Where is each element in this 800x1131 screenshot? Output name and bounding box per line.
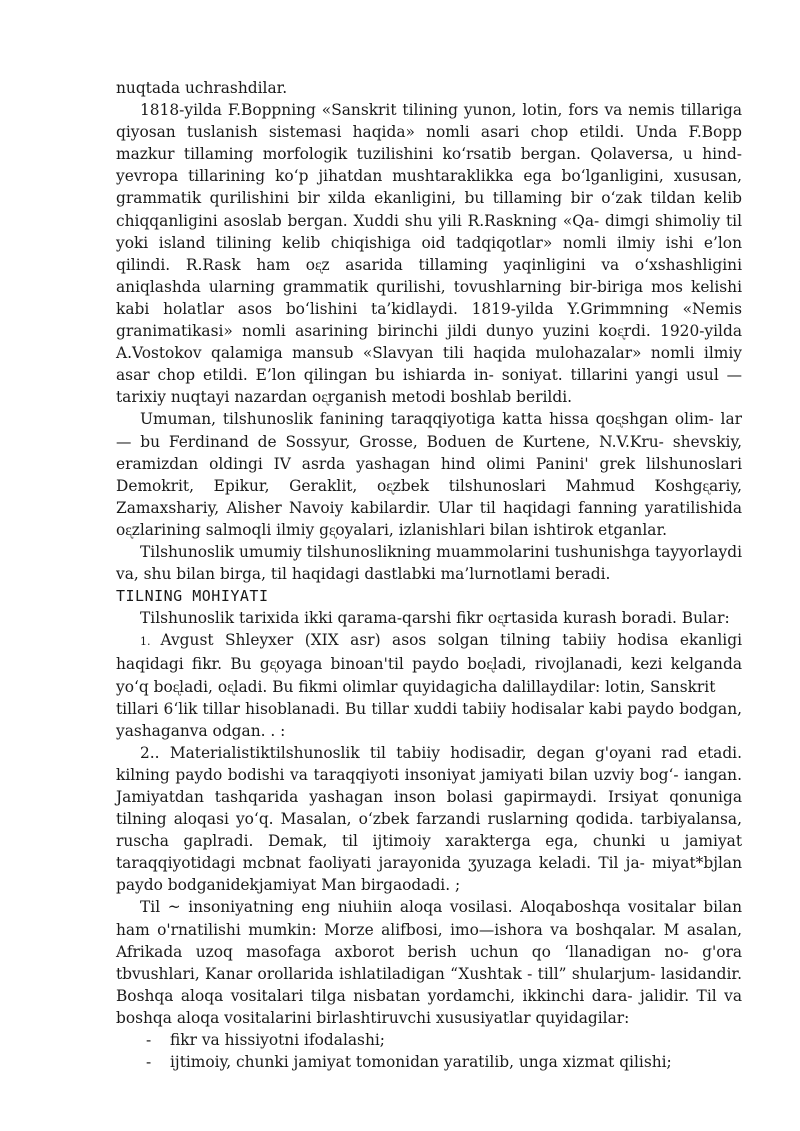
paragraph-linguistics-role: Tilshunoslik umumiy tilshunoslikning muammolarini tushunishga tayyorlaydi va, shu bilan birga, til haqidagi dastlabki ma’lurnotlami beradi. — [116, 542, 742, 584]
paragraph-communication: Til ~ insoniyatning eng niuhiin aloqa vosilasi. Aloqaboshqa vositalar bilan ham o'rnatilishi mumkin: Morze alifbosi, imo—ishora va boshqalar. M asalan, Afrikada uzoq masofaga axborot berish uchun qo ‘llanadigan no- g'ora tbvushlari, Kanar orollarida ishlatiladigan “Xushtak - till” shularjum- lasidandir. Boshqa aloqa vositalari tilga nisbatan yordamchi, ikkinchi dara- jalidir. Til va boshqa aloqa vositalarini birlashtiruvchi xususiyatlar quyidagilar: — [116, 898, 742, 1027]
paragraph-bopp-rask: 1818-yilda F.Boppning «Sanskrit tilining yunon, lotin, fors va nemis tillariga qiyosan tuslanish sistemasi haqida» nomli asari chop etildi. Unda F.Bopp mazkur tillaming morfologik tuzilishini ko‘rsatib bergan. Qolaversa, u hind-yevropa tillarining ko‘p jihatdan mushtaraklikka ega bo‘lganligini, xususan, grammatik qurilishini bir xilda ekanligini, bu tillaming bir o‘zak tildan kelib chiqqanligini asoslab bergan. Xuddi shu yili R.Raskning «Qa- dimgi shimoliy til yoki island tilining kelib chiqishiga oid tadqiqotlar» nomli ilmiy ishi e’lon qilindi. R.Rask ham oᶓz asarida tillaming yaqinligini va o‘xshashligini aniqlashda ularning grammatik qurilishi, tovushlarning bir-biriga mos kelishi kabi holatlar asos bo‘lishini ta’kidlaydi. 1819-yilda Y.Grimmning «Nemis granimatikasi» nomli asarining birinchi jildi dunyo yuzini koᶓrdi. 1920-yilda A.Vostokov qalamiga mansub «Slavyan tili haqida mulohazalar» nomli ilmiy asar chop etildi. E’lon qilingan bu ishiarda in- soniyat. tillarini yangi usul — tarixiy nuqtayi nazardan oᶓrganish metodi boshlab berildi. — [116, 101, 742, 407]
section-heading: TILNING MOHIYATI — [116, 587, 269, 606]
list-dash: - — [146, 1031, 152, 1050]
list-item-text: ijtimoiy, chunki jamiyat tomonidan yaratilib, unga xizmat qilishi; — [170, 1053, 672, 1072]
paragraph-view-one — [116, 629, 742, 697]
features-list — [116, 1029, 742, 1073]
item-text: Avgust Shleyxer (XIX asr) asos solgan tilning tabiiy hodisa ekanligi haqidagi fikr. Bu gᶓoyaga binoan'til paydo boᶓladi, rivojlanadi, kezi kelganda yo‘q boᶓladi, oᶓladi. Bu fikmi olimlar quyidagicha dalillaydilar: lotin, Sanskrit — [116, 631, 742, 696]
document-page — [116, 77, 742, 1073]
list-item — [116, 1051, 742, 1073]
paragraph-scholars: Umuman, tilshunoslik fanining taraqqiyotiga katta hissa qoᶓshgan olim- lar — bu Ferdinand de Sossyur, Grosse, Boduen de Kurtene, N.V.Kru- shevskiy, eramizdan oldingi IV asrda yashagan hind olimi Panini' grek lilshunoslari Demokrit, Epikur, Geraklit, oᶓzbek tilshunoslari Mahmud Koshgᶓariy, Zamaxshariy, Alisher Navoiy kabilardir. Ular til haqidagi fanning yaratilishida oᶓzlarining salmoqli ilmiy gᶓoyalari, izlanishlari bilan ishtirok etganlar. — [116, 410, 742, 539]
paragraph-dead-languages: tillari 6‘lik tillar hisoblanadi. Bu tillar xuddi tabiiy hodisalar kabi paydo bodgan, yashaganva odgan. . : — [116, 699, 742, 740]
list-item — [116, 1029, 742, 1051]
item-number: 1. — [140, 635, 151, 649]
list-dash: - — [146, 1053, 152, 1072]
list-item-text: fikr va hissiyotni ifodalashi; — [170, 1031, 385, 1050]
paragraph-two-views: Tilshunoslik tarixida ikki qarama-qarshi fikr oᶓrtasida kurash boradi. Bular: — [140, 609, 730, 628]
paragraph-view-two: 2.. Materialistiktilshunoslik til tabiiy hodisadir, degan g'oyani rad etadi. kilning paydo bodishi va taraqqiyoti insoniyat jamiyati bilan uzviy bog‘- iangan. Jamiyatdan tashqarida yashagan inson bolasi gapirmaydi. Irsiyat qonuniga tilning aloqasi yo‘q. Masalan, o‘zbek farzandi ruslarning qodida. tarbiyalansa, ruscha gaplradi. Demak, til ijtimoiy xarakterga ega, chunki u jamiyat taraqqiyotidagi mcbnat faoliyati jarayonida ʒyuzaga keladi. Til ja- miyat*bjlan paydo bodganidekjamiyat Man birgaodadi. ; — [116, 743, 742, 895]
paragraph-continuation: nuqtada uchrashdilar. — [116, 79, 288, 97]
